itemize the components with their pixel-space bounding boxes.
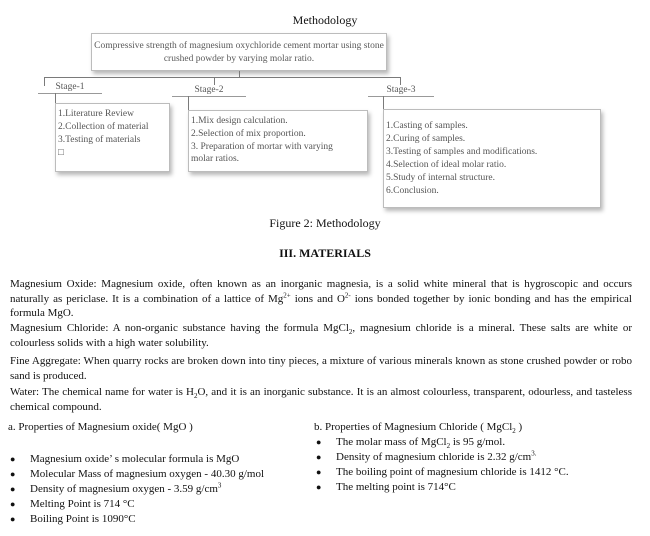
list-item: ● The boiling point of magnesium chloride is 1412 °C. xyxy=(316,465,569,480)
stage-1-link xyxy=(55,93,56,103)
stage-3-item: 3.Testing of samples and modifications. xyxy=(386,147,538,157)
stage-3-item: 1.Casting of samples. xyxy=(386,121,468,131)
paragraph-fine-aggregate: Fine Aggregate: When quarry rocks are broken down into tiny pieces, a mixture of various minerals known as stone crushed powder or robo sand is produced. xyxy=(10,355,632,382)
properties-mgo-title: a. Properties of Magnesium oxide( MgO ) xyxy=(8,421,193,433)
figure-caption: Figure 2: Methodology xyxy=(269,216,381,230)
stage-2-item: molar ratios. xyxy=(191,154,240,164)
connector-horizontal xyxy=(44,77,400,78)
stage-2-link xyxy=(188,96,189,110)
connector-stage3 xyxy=(400,77,401,85)
stage-2-item: 1.Mix design calculation. xyxy=(191,116,288,126)
list-item: ● The molar mass of MgCl$_2$ is 95 g/mol. xyxy=(316,435,569,450)
connector-stage2 xyxy=(214,77,215,85)
paragraph-magnesium-oxide: Magnesium Oxide: Magnesium oxide, often known as an inorganic magnesia, is a solid white mineral that is hygroscopic and occurs naturally as periclase. It is a combination of a lattice of $Mg^{2+}$ ions and $O^{2-}$ ions bonded together by ionic bonding and has the empirical formula MgO. xyxy=(10,278,632,319)
diagram-title: Methodology xyxy=(292,13,358,27)
list-item: ● Molecular Mass of magnesium oxygen - 40.30 g/mol xyxy=(10,467,264,482)
stage-3-item: 5.Study of internal structure. xyxy=(386,173,495,183)
stage-3-item: 4.Selection of ideal molar ratio. xyxy=(386,160,507,170)
paragraph-water: Water: The chemical name for water is $H_2O$, and it is an inorganic substance. It is an almost colourless, transparent, odourless, and tasteless chemical compound. xyxy=(10,386,632,413)
stage-3-link xyxy=(383,96,384,109)
list-item: ● Magnesium oxide’ s molecular formula is MgO xyxy=(10,452,264,467)
stage-2-box xyxy=(188,110,368,172)
stage-2-item: 3. Preparation of mortar with varying xyxy=(191,142,333,152)
paragraph-magnesium-chloride: Magnesium Chloride: A non-organic substance having the formula MgCl$_2$, magnesium chloride is a mineral. These salts are white or colourless solids with a high water solubility. xyxy=(10,322,632,349)
stage-1-label: Stage-1 xyxy=(38,82,102,94)
stage-3-item: 6.Conclusion. xyxy=(386,186,439,196)
stage-3-label: Stage-3 xyxy=(368,85,434,97)
list-item: ● Density of magnesium chloride is 2.32 $g/cm^{3.}$ xyxy=(316,450,569,465)
list-item: ● Boiling Point is 1090°C xyxy=(10,512,264,527)
section-heading: III. MATERIALS xyxy=(279,246,371,260)
methodology-root-box: Compressive strength of magnesium oxychloride cement mortar using stone crushed powder by varying molar ratio. xyxy=(91,33,387,71)
properties-mgcl-title: b. Properties of Magnesium Chloride ( MgCl$_2$ ) xyxy=(314,421,523,436)
stage-1-item: 1.Literature Review xyxy=(58,109,134,119)
stage-2-label: Stage-2 xyxy=(172,85,246,97)
stage-1-item: 2.Collection of material xyxy=(58,122,149,132)
list-item: ● Melting Point is 714 °C xyxy=(10,497,264,512)
stage-3-item: 2.Curing of samples. xyxy=(386,134,466,144)
properties-mgcl-list xyxy=(316,435,569,495)
list-item: ● The melting point is 714°C xyxy=(316,480,569,495)
stage-1-checkbox: □ xyxy=(58,148,64,158)
properties-mgo-list xyxy=(10,452,264,527)
list-item: ● Density of magnesium oxygen - 3.59 $g/cm^3$ xyxy=(10,482,264,497)
stage-3-box xyxy=(383,109,601,208)
stage-2-item: 2.Selection of mix proportion. xyxy=(191,129,306,139)
stage-1-item: 3.Testing of materials xyxy=(58,135,141,145)
stage-1-box xyxy=(55,103,170,172)
